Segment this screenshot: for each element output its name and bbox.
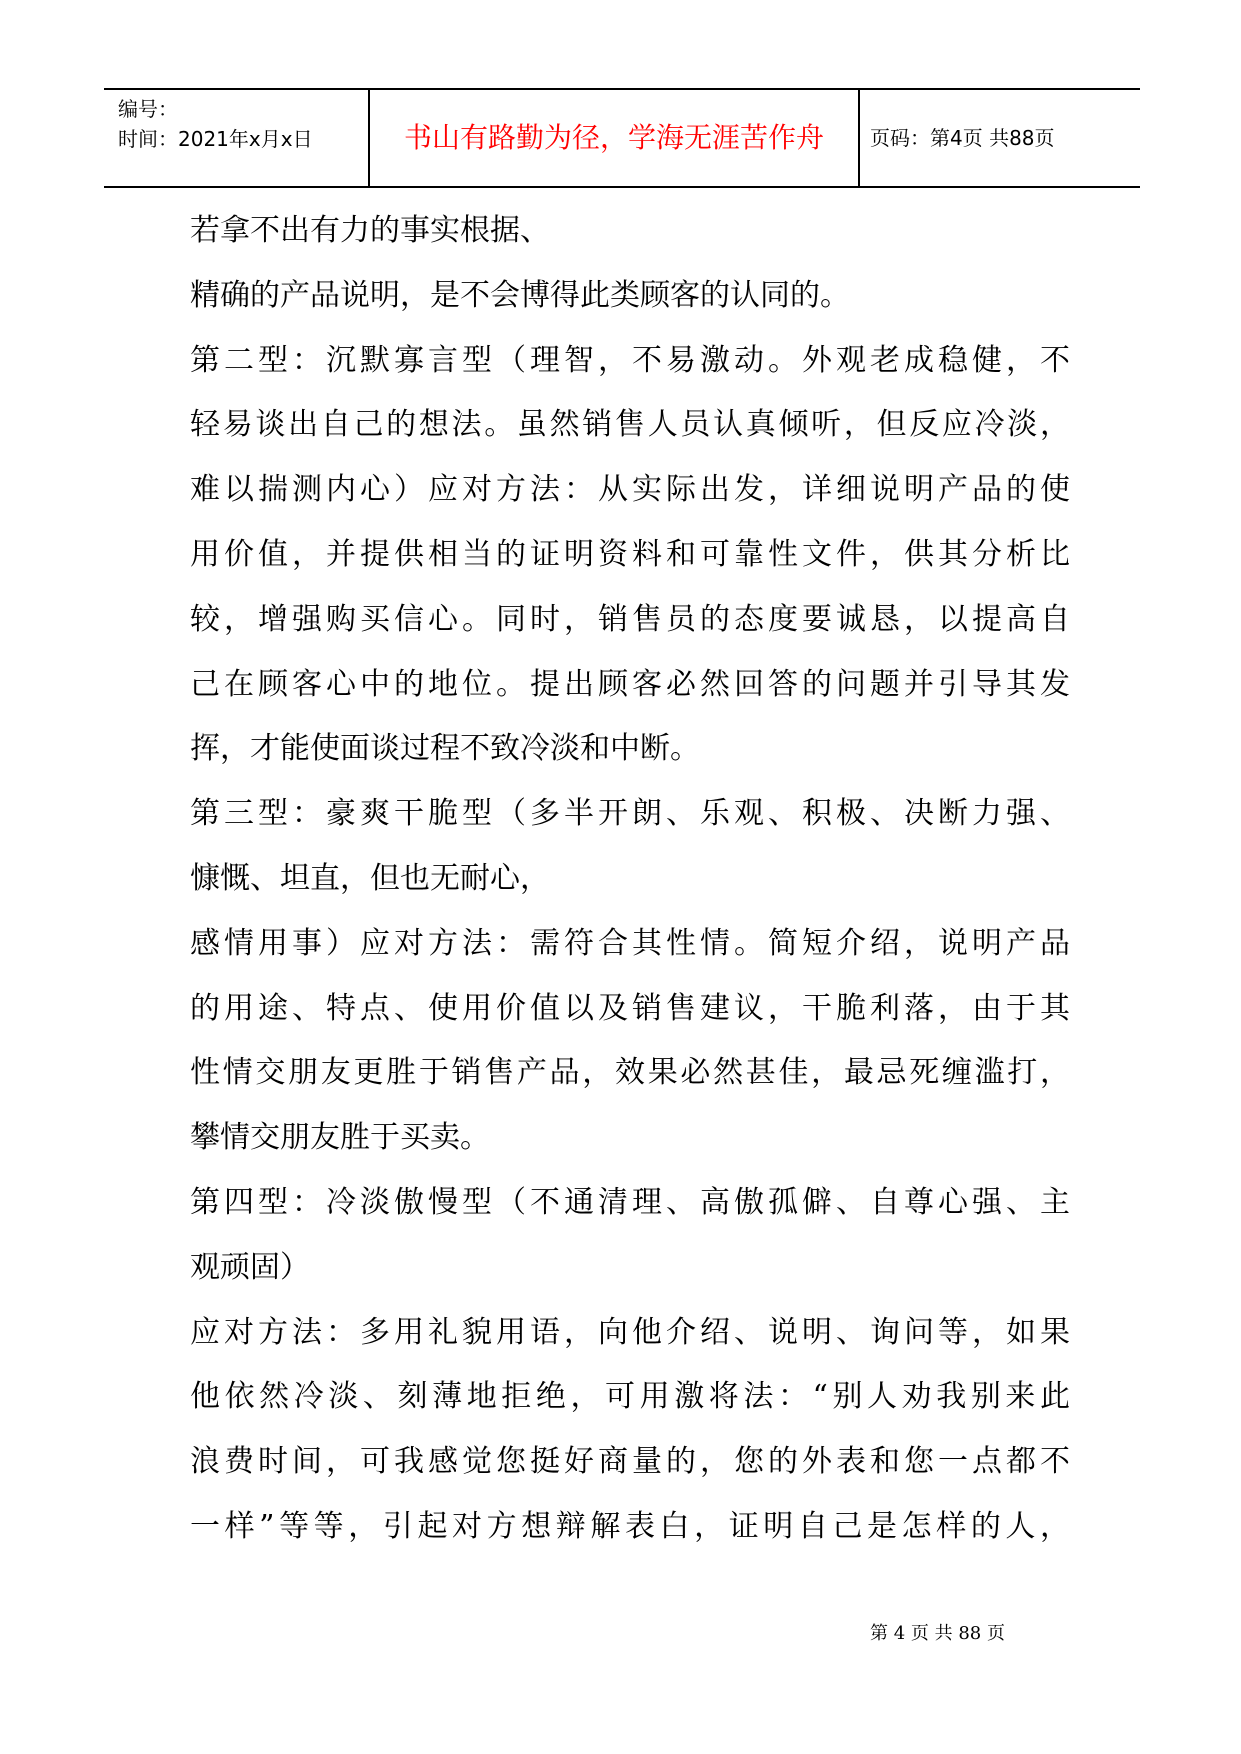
body-line: 第二型：沉默寡言型（理智，不易激动。外观老成稳健，不 — [190, 342, 1070, 378]
header-motto: 书山有路勤为径，学海无涯苦作舟 — [403, 121, 824, 154]
body-line: 观顽固） — [190, 1249, 310, 1285]
body-line: 轻易谈出自己的想法。虽然销售人员认真倾听，但反应冷淡， — [190, 407, 1070, 443]
header-divider-right — [858, 90, 860, 186]
header-page-info: 页码：第4页 共88页 — [870, 126, 1055, 150]
body-line: 较，增强购买信心。同时，销售员的态度要诚恳，以提高自 — [190, 601, 1070, 637]
page-footer: 第 4 页 共 88 页 — [870, 1623, 1005, 1644]
body-line: 他依然冷淡、刻薄地拒绝，可用激将法：“别人劝我别来此 — [190, 1379, 1070, 1415]
body-line: 一样”等等，引起对方想辩解表白，证明自己是怎样的人， — [190, 1508, 1070, 1544]
body-line: 的用途、特点、使用价值以及销售建议，干脆利落，由于其 — [190, 990, 1070, 1026]
body-line: 用价值，并提供相当的证明资料和可靠性文件，供其分析比 — [190, 536, 1070, 572]
body-line: 第三型：豪爽干脆型（多半开朗、乐观、积极、决断力强、 — [190, 796, 1070, 832]
body-line: 性情交朋友更胜于销售产品，效果必然甚佳，最忌死缠滥打， — [190, 1055, 1070, 1091]
serial-label: 编号： — [118, 97, 178, 121]
body-line: 难以揣测内心）应对方法：从实际出发，详细说明产品的使 — [190, 472, 1070, 508]
body-line: 挥，才能使面谈过程不致冷淡和中断。 — [190, 731, 700, 767]
body-line: 攀情交朋友胜于买卖。 — [190, 1120, 490, 1156]
body-line: 第四型：冷淡傲慢型（不通清理、高傲孤僻、自尊心强、主 — [190, 1184, 1070, 1220]
body-line: 浪费时间，可我感觉您挺好商量的，您的外表和您一点都不 — [190, 1444, 1070, 1480]
time-label: 时间：2021年x月x日 — [118, 127, 313, 151]
body-line: 感情用事）应对方法：需符合其性情。简短介绍，说明产品 — [190, 925, 1070, 961]
page-header — [104, 88, 1140, 188]
body-line: 若拿不出有力的事实根据、 — [190, 213, 550, 248]
body-line: 慷慨、坦直，但也无耐心， — [190, 860, 550, 896]
body-line: 应对方法：多用礼貌用语，向他介绍、说明、询问等，如果 — [190, 1314, 1070, 1350]
header-meta — [118, 94, 364, 154]
body-line: 精确的产品说明，是不会博得此类顾客的认同的。 — [190, 277, 850, 313]
body-line: 己在顾客心中的地位。提出顾客必然回答的问题并引导其发 — [190, 666, 1070, 702]
document-body — [190, 210, 1070, 1571]
